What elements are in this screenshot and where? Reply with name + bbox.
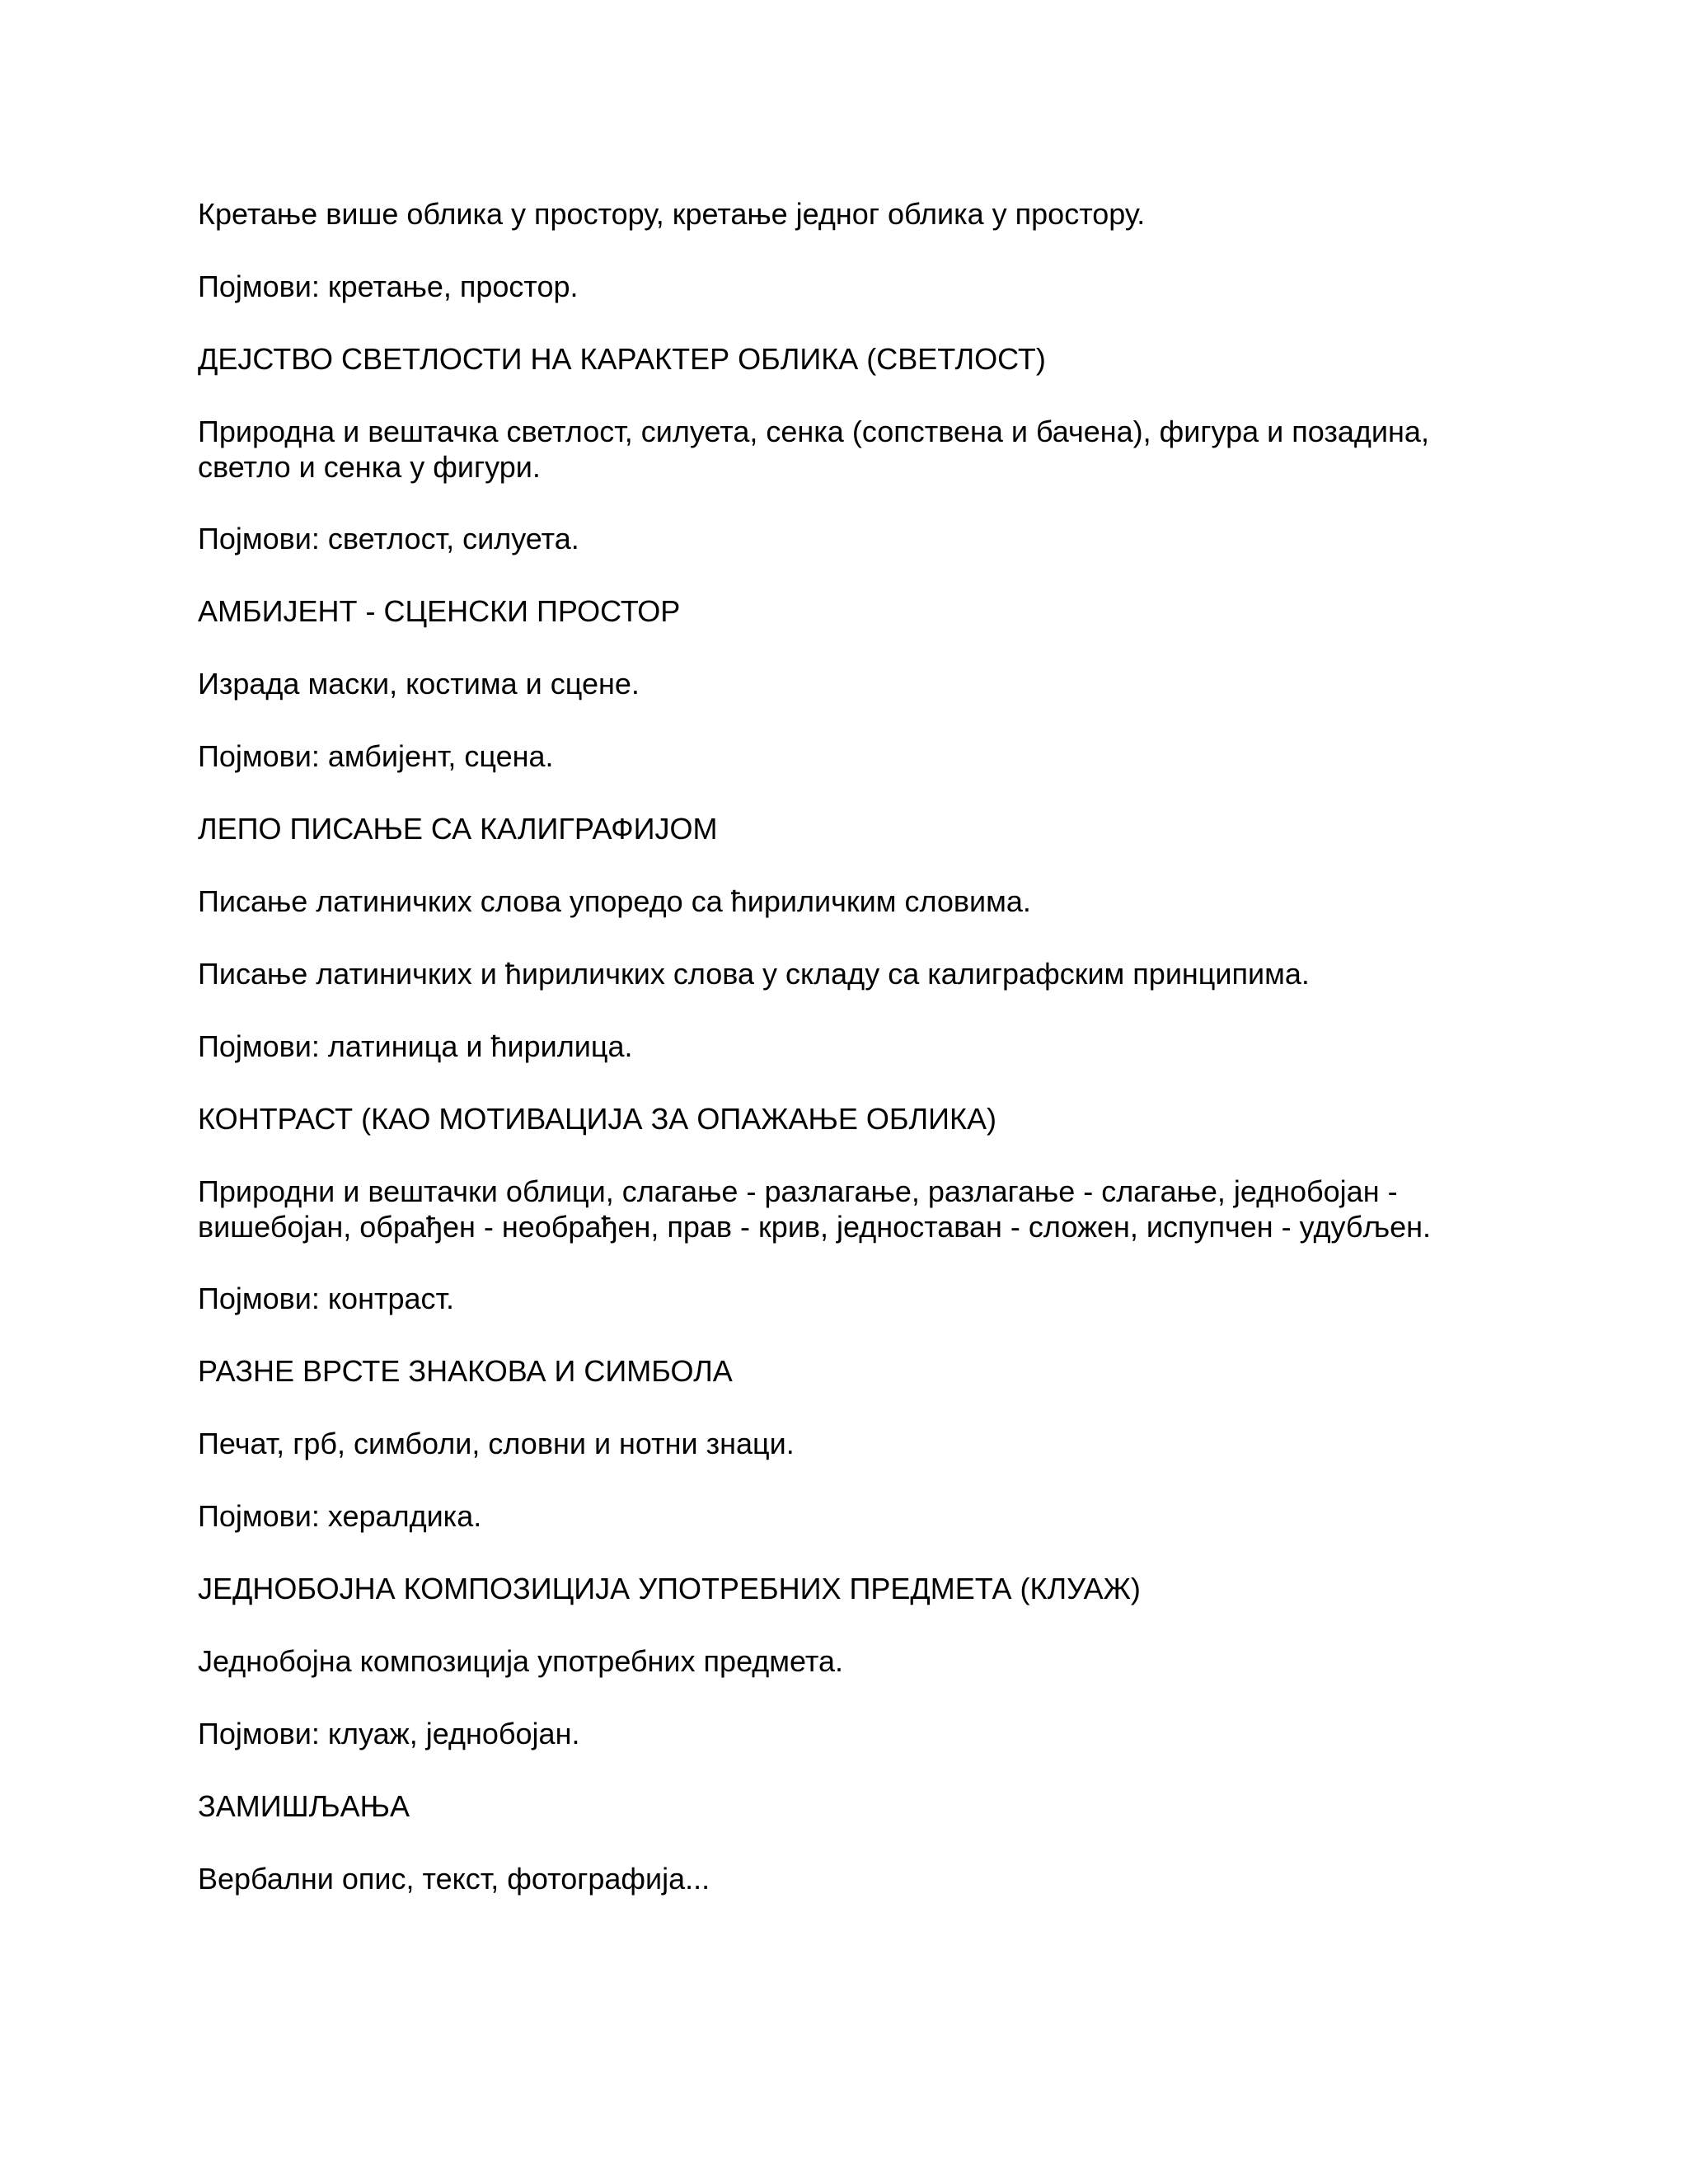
paragraph-natural-light: Природна и вештачка светлост, силуета, сенка (сопствена и бачена), фигура и позадина, светло и сенка у фигури.	[198, 415, 1429, 484]
paragraph-verbal-description: Вербални опис, текст, фотографија...	[198, 1862, 710, 1896]
paragraph-terms-scripts: Појмови: латиница и ћирилица.	[198, 1029, 633, 1063]
paragraph-masks-costumes: Израда маски, костима и сцене.	[198, 667, 640, 701]
paragraph-terms-heraldry: Појмови: хералдика.	[198, 1499, 482, 1533]
heading-calligraphy: ЛЕПО ПИСАЊЕ СА КАЛИГРАФИЈОМ	[198, 812, 718, 846]
heading-ambient-stage: АМБИЈЕНТ - СЦЕНСКИ ПРОСТОР	[198, 594, 681, 628]
paragraph-natural-artificial-forms: Природни и вештачки облици, слагање - разлагање, разлагање - слагање, једнобојан - вишебојан, обрађен - необрађен, прав - крив, једноставан - сложен, испупчен - удубљен.	[198, 1174, 1432, 1244]
paragraph-movement-of-forms: Кретање више облика у простору, кретање једног облика у простору.	[198, 197, 1146, 231]
heading-imaginings: ЗАМИШЉАЊА	[198, 1789, 410, 1823]
paragraph-terms-movement: Појмови: кретање, простор.	[198, 269, 579, 303]
heading-light-effect: ДЕЈСТВО СВЕТЛОСТИ НА КАРАКТЕР ОБЛИКА (СВЕТЛОСТ)	[198, 342, 1046, 376]
paragraph-seal-coat-of-arms: Печат, грб, симболи, словни и нотни знаци.	[198, 1427, 795, 1460]
paragraph-terms-contrast: Појмови: контраст.	[198, 1282, 454, 1315]
heading-monochrome-composition: ЈЕДНОБОЈНА КОМПОЗИЦИЈА УПОТРЕБНИХ ПРЕДМЕТА (КЛУАЖ)	[198, 1572, 1141, 1605]
paragraph-calligraphic-principles: Писање латиничких и ћириличких слова у складу са калиграфским принципима.	[198, 957, 1310, 991]
paragraph-monochrome-composition: Једнобојна композиција употребних предмета.	[198, 1644, 843, 1678]
paragraph-terms-ambient: Појмови: амбијент, сцена.	[198, 739, 554, 773]
paragraph-latin-cyrillic-parallel: Писање латиничких слова упоредо са ћириличким словима.	[198, 884, 1031, 918]
heading-signs-symbols: РАЗНЕ ВРСТЕ ЗНАКОВА И СИМБОЛА	[198, 1354, 733, 1388]
paragraph-terms-light: Појмови: светлост, силуета.	[198, 522, 579, 555]
heading-contrast: КОНТРАСТ (КАО МОТИВАЦИЈА ЗА ОПАЖАЊЕ ОБЛИКА)	[198, 1102, 996, 1136]
paragraph-terms-cluage: Појмови: клуаж, једнобојан.	[198, 1717, 580, 1750]
